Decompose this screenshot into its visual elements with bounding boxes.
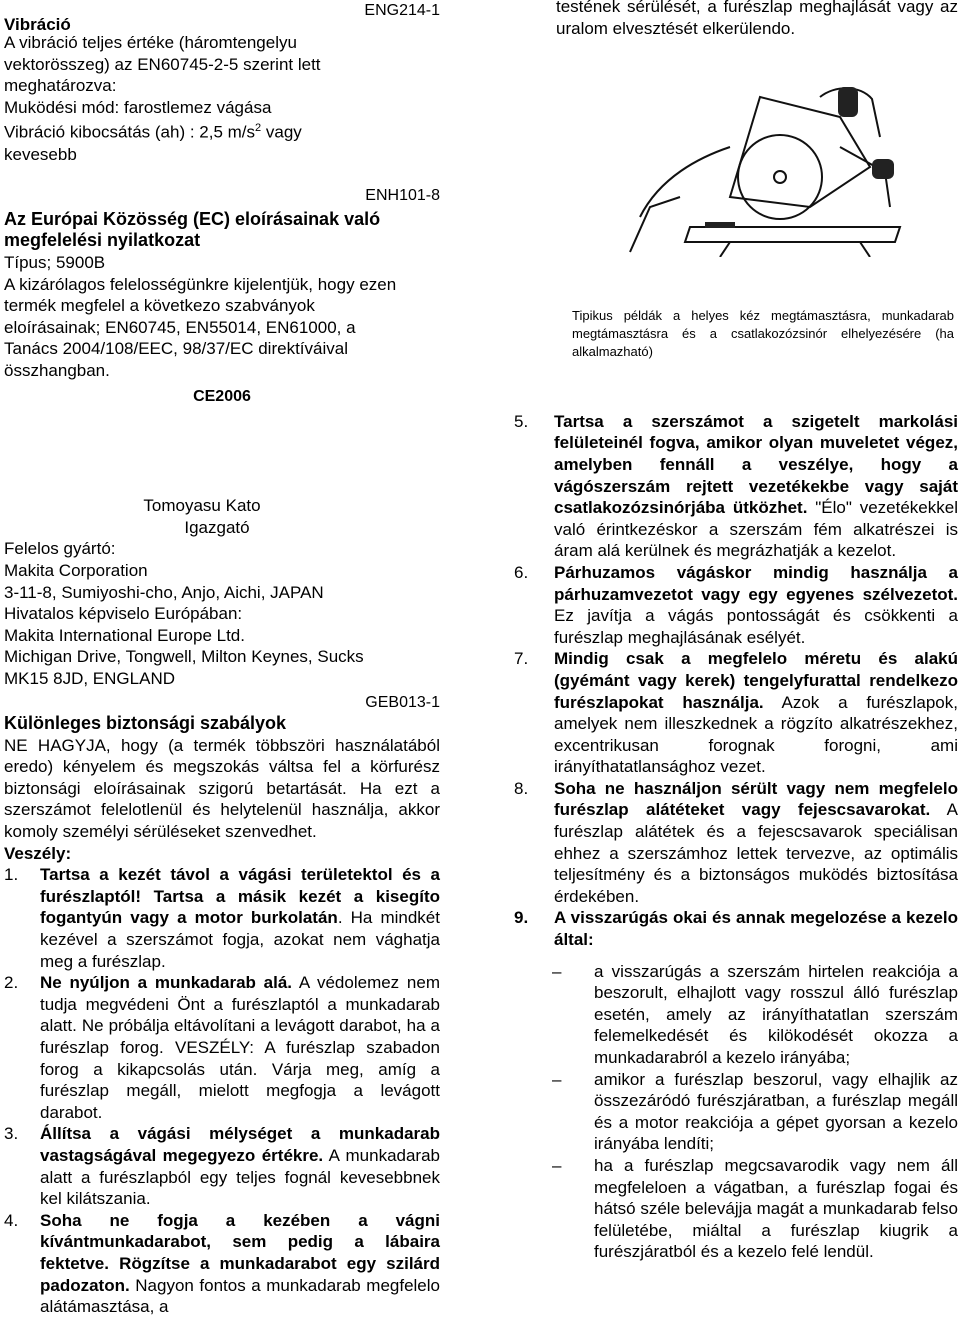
signer-name: Tomoyasu Kato xyxy=(143,496,261,516)
ce-mark: CE2006 xyxy=(193,387,251,405)
left-column xyxy=(4,0,440,1318)
item-rest: A munkadarab alatt a furészlapból egy teljes fognál kevesebbnek kel kilátszania. xyxy=(40,1145,440,1209)
ec-body-0: A kizárólagos felelosségünkre kijelentjük, hogy ezen xyxy=(4,274,397,294)
list-item xyxy=(552,1155,958,1263)
vibration-line-3: Muködési mód: farostlemez vágása xyxy=(4,97,272,117)
item-bold: Állítsa a vágási mélységet a munkadarab vastagságával megegyezo értékre. xyxy=(40,1124,440,1165)
figure-caption: Tipikus példák a helyes kéz megtámasztásra, munkadarab megtámasztásra és a csatlakozózsinór elhelyezésére (ha alkalmazható) xyxy=(572,307,954,359)
item-rest: . Ha mindkét kezével a szerszámot fogja, azokat nem vághatja meg a furészlap. xyxy=(40,908,440,971)
item-bold: Tartsa a kezét távol a vágási területektol és a furészlaptól! Tartsa a másik kezét a kisegíto fogantyún vagy a motor burkolatán xyxy=(40,865,440,928)
item-number: 6. xyxy=(514,562,529,582)
vibration-line-5: kevesebb xyxy=(4,144,77,164)
safety-list-left xyxy=(4,864,440,1317)
item-bold: A visszarúgás okai és annak megelozése a kezelo által: xyxy=(554,908,958,950)
list-item xyxy=(514,907,958,950)
dash-marker: – xyxy=(552,1069,562,1089)
item-bold: Párhuzamos vágáskor mindig használja a párhuzamvezetot vagy egy egyenes szélvezetot. xyxy=(554,562,958,604)
vibration-code: ENG214-1 xyxy=(364,2,440,19)
dash-text: amikor a furészlap beszorul, vagy elhajlik az összezáródó furészjáratban, a furészlap megáll és a motor reakciója a gépet gyorsan a kezelo irányába lendíti; xyxy=(594,1069,958,1154)
ec-body-2: eloírásainak; EN60745, EN55014, EN61000, a xyxy=(4,317,356,337)
list-item xyxy=(514,778,958,908)
dash-text: ha a furészlap megcsavarodik vagy nem áll megfeleloen a vágatban, a furészlap fogai és hátsó széle belevájja magát a munkadarab felso felületébe, miáltal a furészlap kiugrik a furészjáratból és a kezelo felé lendül. xyxy=(594,1155,958,1262)
manufacturer-name: Makita Corporation xyxy=(4,560,148,580)
item-text xyxy=(554,648,958,778)
item-text xyxy=(554,907,958,950)
item-text xyxy=(40,1210,440,1318)
representative-name: Makita International Europe Ltd. xyxy=(4,625,245,645)
item-text xyxy=(40,1123,440,1209)
ec-code: ENH101-8 xyxy=(365,187,440,205)
item-rest: Azok a furészlapok, amelyek nem illeszkednek a rögzíto alkatrészekhez, excentrikusan forognak forogni, ami irányíthatatlansághoz vezet. xyxy=(554,692,958,777)
list-item xyxy=(4,972,440,1123)
safety-intro: NE HAGYJA, hogy (a termék többszöri használatából eredo) kényelem és megszokás váltsa fel a körfurész biztonsági eloírásainak szigorú betartását. Ha ezt a szerszámot felelotlenül és helytelenül használja, akkor komoly személyi sérüléseket szenvedhet. xyxy=(4,735,440,842)
item-rest: Nagyon fontos a munkadarab megfelelo alátámasztása, a xyxy=(40,1275,440,1317)
representative-address-1: Michigan Drive, Tongwell, Milton Keynes, Sucks xyxy=(4,647,364,667)
vibration-emission xyxy=(4,118,440,143)
right-column xyxy=(514,0,958,1263)
ec-body-3: Tanács 2004/108/EEC, 98/37/EC direktíváival xyxy=(4,339,348,359)
ec-body-1: termék megfelel a következo szabványok xyxy=(4,296,315,316)
vibration-line-0: A vibráció teljes értéke (háromtengelyu xyxy=(4,33,297,52)
ec-type: Típus; 5900B xyxy=(4,253,106,272)
representative-label: Hivatalos képviselo Európában: xyxy=(4,604,243,624)
unit-superscript: 2 xyxy=(255,122,262,135)
dash-text: a visszarúgás a szerszám hirtelen reakciója a beszorult, elhajlott vagy rosszul álló furészlap esetén, amely az irányíthatatlan szerszám felemelkedését és kilökodését okozza a munkadarabról a kezelo irányába; xyxy=(594,961,958,1067)
vibration-line-1: vektorösszeg) az EN60745-2-5 szerint lett xyxy=(4,54,321,74)
list-item xyxy=(4,864,440,972)
safety-list-right xyxy=(514,411,958,951)
vibration-line-2: meghatározva: xyxy=(4,76,117,96)
item-number: 7. xyxy=(514,649,529,669)
ec-title-2: megfelelési nyilatkozat xyxy=(4,230,201,251)
dash-marker: – xyxy=(552,961,562,981)
item-bold: Tartsa a szerszámot a szigetelt markolási felületeinél fogva, amikor olyan muveletet végez, amelyben fennáll a veszélye, hogy a vágószerszám rejtett vezetékekbe vagy saját csatlakozózsinórjába ütközhet. xyxy=(554,411,958,518)
item-number: 8. xyxy=(514,778,529,798)
item-text xyxy=(554,411,958,562)
item-text xyxy=(40,972,440,1123)
item-bold: Ne nyúljon a munkadarab alá. xyxy=(40,973,293,993)
item-number: 4. xyxy=(4,1210,19,1230)
dash-marker: – xyxy=(552,1155,562,1175)
item-bold: Soha ne fogja a kezében a vágni kívántmunkadarabot, sem pedig a lábaira fektetve. Rögzítse a munkadarabot egy szilárd padozaton. xyxy=(40,1210,440,1295)
list-item xyxy=(552,1069,958,1155)
item-bold: Soha ne használjon sérült vagy nem megfelelo furészlap alátéteket vagy fejescsavarokat. xyxy=(554,778,958,820)
danger-label: Veszély: xyxy=(4,843,72,863)
item-text xyxy=(554,778,958,908)
list-item xyxy=(514,648,958,778)
manufacturer-address: 3-11-8, Sumiyoshi-cho, Anjo, Aichi, JAPAN xyxy=(4,582,324,602)
item-text xyxy=(554,562,958,648)
kickback-causes xyxy=(514,961,958,1263)
item-number: 2. xyxy=(4,973,19,993)
signer-title: Igazgató xyxy=(184,517,250,537)
manufacturer-label: Felelos gyártó: xyxy=(4,539,116,559)
safety-code: GEB013-1 xyxy=(365,693,440,711)
ec-title-1: Az Európai Közösség (EC) eloírásainak való xyxy=(4,208,381,229)
list-item xyxy=(514,562,958,648)
item-number: 5. xyxy=(514,411,529,431)
item-number: 3. xyxy=(4,1124,19,1144)
list-item xyxy=(4,1123,440,1209)
item-number: 9. xyxy=(514,908,529,928)
item-rest: "Élo" vezetékekkel való érintkezéskor a szerszám fém alkatrészei is áram alá kerülnek és megrázhatják a kezelot. xyxy=(554,498,958,561)
continued-text: testének sérülését, a furészlap meghajlását vagy az uralom elvesztését elkerülendo. xyxy=(556,0,958,38)
vibration-title: Vibráció xyxy=(4,15,71,34)
list-item xyxy=(4,1210,440,1318)
ec-body-4: összhangban. xyxy=(4,360,110,380)
vibration-emission-text: Vibráció kibocsátás (ah) : 2,5 m/s xyxy=(4,123,256,143)
representative-address-2: MK15 8JD, ENGLAND xyxy=(4,668,175,688)
list-item xyxy=(552,961,958,1069)
item-rest: A furészlap alátétek és a fejescsavarok speciálisan ehhez a szerszámhoz lettek tervezve, az optimális teljesítmény és a biztonságos muködés biztosítása érdekében. xyxy=(554,800,958,906)
list-item xyxy=(514,411,958,562)
item-bold: Mindig csak a megfelelo méretu és alakú (gyémánt vagy kerek) tengelyfurattal rendelkezo furészlapokat használja. xyxy=(554,649,958,712)
item-rest: A védolemez nem tudja megvédeni Önt a furészlaptól a munkadarab alatt. Ne próbálja eltávolítani a levágott darabot, ha a furészlap forog. VESZÉLY: A furészlap szabadon forog a kikapcsolás után. Várja meg, amíg a furészlap megáll, mielott megfogja a levágott darabot. xyxy=(40,973,440,1122)
circular-saw-illustration xyxy=(610,77,910,257)
vibration-emission-tail: vagy xyxy=(261,123,302,143)
item-text xyxy=(40,864,440,972)
safety-title: Különleges biztonsági szabályok xyxy=(4,713,287,734)
item-rest: Ez javítja a vágás pontosságát és csökkenti a furészlap meghajlásának esélyét. xyxy=(554,606,958,647)
item-number: 1. xyxy=(4,865,19,885)
